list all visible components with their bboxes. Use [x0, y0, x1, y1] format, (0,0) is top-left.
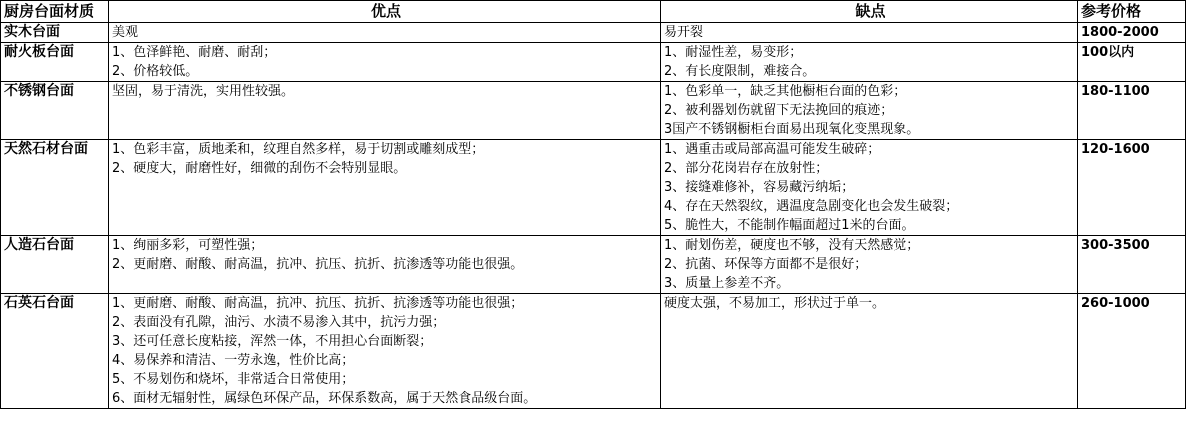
pros-line: 美观	[112, 25, 139, 40]
cons-line: 易开裂	[664, 25, 704, 40]
cons-line: 1、耐划伤差，硬度也不够，没有天然感觉；	[664, 238, 920, 253]
material-cell: 天然石材台面	[1, 140, 109, 236]
spacer	[661, 409, 1078, 422]
price-cell: 100以内	[1078, 43, 1186, 82]
price-cell: 120-1600	[1078, 140, 1186, 236]
pros-line: 2、硬度大，耐磨性好，细微的刮伤不会特别显眼。	[112, 161, 407, 176]
table-row	[1, 82, 1186, 140]
pros-line: 4、易保养和清洁、一劳永逸，性价比高；	[112, 353, 355, 368]
header-material: 厨房台面材质	[1, 1, 109, 23]
pros-line: 2、表面没有孔隙，油污、水渍不易渗入其中，抗污力强；	[112, 315, 446, 330]
price-cell: 300-3500	[1078, 236, 1186, 294]
pros-cell	[109, 294, 661, 409]
price-cell: 260-1000	[1078, 294, 1186, 409]
cons-line: 2、抗菌、环保等方面都不是很好；	[664, 257, 868, 272]
header-pros: 优点	[109, 1, 661, 23]
cons-line: 4、存在天然裂纹，遇温度急剧变化也会发生破裂；	[664, 199, 959, 214]
cons-line: 1、遇重击或局部高温可能发生破碎；	[664, 142, 881, 157]
pros-line: 1、绚丽多彩，可塑性强；	[112, 238, 264, 253]
header-cons: 缺点	[661, 1, 1078, 23]
cons-cell	[661, 23, 1078, 43]
material-cell: 耐火板台面	[1, 43, 109, 82]
pros-line: 1、更耐磨、耐酸、耐高温，抗冲、抗压、抗折、抗渗透等功能也很强；	[112, 296, 524, 311]
pros-cell	[109, 82, 661, 140]
pros-cell	[109, 23, 661, 43]
material-cell: 实木台面	[1, 23, 109, 43]
pros-line: 2、价格较低。	[112, 64, 199, 79]
cons-line: 硬度太强，不易加工，形状过于单一。	[664, 296, 886, 311]
header-row	[1, 1, 1186, 23]
table-row	[1, 23, 1186, 43]
pros-line: 坚固，易于清洗，实用性较强。	[112, 84, 295, 99]
cons-line: 3国产不锈钢橱柜台面易出现氧化变黑现象。	[664, 122, 920, 137]
cons-line: 2、有长度限制，难接合。	[664, 64, 816, 79]
cons-cell	[661, 82, 1078, 140]
material-cell: 人造石台面	[1, 236, 109, 294]
table-row	[1, 140, 1186, 236]
spacer	[109, 409, 661, 422]
pros-line: 1、色泽鲜艳、耐磨、耐刮；	[112, 45, 277, 60]
header-price: 参考价格	[1078, 1, 1186, 23]
cons-line: 1、色彩单一，缺乏其他橱柜台面的色彩；	[664, 84, 907, 99]
pros-line: 6、面材无辐射性，属绿色环保产品，环保系数高，属于天然食品级台面。	[112, 391, 537, 406]
cons-cell	[661, 140, 1078, 236]
pros-line: 1、色彩丰富，质地柔和，纹理自然多样，易于切割或雕刻成型；	[112, 142, 485, 157]
price-cell: 180-1100	[1078, 82, 1186, 140]
cons-line: 2、部分花岗岩存在放射性；	[664, 161, 829, 176]
trailing-spacer	[1, 409, 1186, 422]
material-cell: 石英石台面	[1, 294, 109, 409]
cons-cell	[661, 294, 1078, 409]
cons-line: 5、脆性大，不能制作幅面超过1米的台面。	[664, 218, 915, 233]
table-row	[1, 43, 1186, 82]
cons-cell	[661, 236, 1078, 294]
pros-cell	[109, 43, 661, 82]
cons-line: 2、被利器划伤就留下无法挽回的痕迹；	[664, 103, 894, 118]
pros-cell	[109, 236, 661, 294]
cons-cell	[661, 43, 1078, 82]
table-row	[1, 294, 1186, 409]
spacer	[1, 409, 109, 422]
cons-line: 3、接缝难修补，容易藏污纳垢；	[664, 180, 855, 195]
table-row	[1, 236, 1186, 294]
cons-line: 3、质量上参差不齐。	[664, 276, 790, 291]
cons-line: 1、耐湿性差，易变形；	[664, 45, 803, 60]
pros-line: 2、更耐磨、耐酸、耐高温，抗冲、抗压、抗折、抗渗透等功能也很强。	[112, 257, 524, 272]
pros-line: 3、还可任意长度粘接，浑然一体，不用担心台面断裂；	[112, 334, 433, 349]
spacer	[1078, 409, 1186, 422]
price-cell: 1800-2000	[1078, 23, 1186, 43]
material-cell: 不锈钢台面	[1, 82, 109, 140]
pros-line: 5、不易划伤和烧坏，非常适合日常使用；	[112, 372, 355, 387]
pros-cell	[109, 140, 661, 236]
